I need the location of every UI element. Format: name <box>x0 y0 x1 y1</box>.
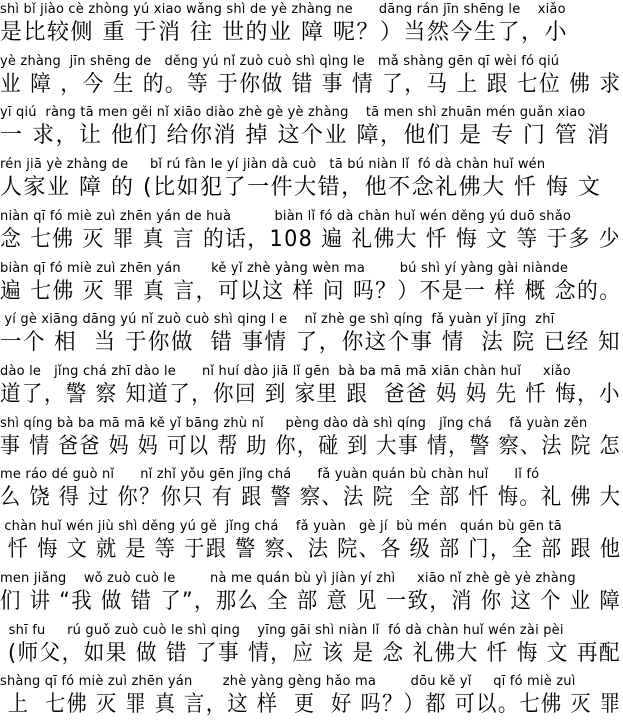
pinyin-text: niàn qī fó miè zuì zhēn yán de huà biàn lǐ fó dà chàn huǐ wén děng yú duō shǎo <box>0 208 572 224</box>
hanzi-text: 一个 相 当 于你做 错 事情 了，你这个事 情 法 院 已经 知 <box>0 330 621 356</box>
hanzi-text: 上 七佛 灭 罪 真 言，这 样 更 好 吗？）都 可以。七佛 灭 罪 <box>0 692 622 718</box>
pinyin-text: shì bǐ jiào cè zhòng yú xiao wǎng shì de yè zhàng ne dāng rán jīn shēng le xiǎo <box>0 2 566 17</box>
hanzi-text: 是比较侧 重 于消 往 世的业 障 呢？）当然今生了，小 <box>0 20 568 45</box>
pinyin-text: shì qíng bà ba mā mā kě yǐ bāng zhù nǐ pèng dào dà shì qíng jǐng chá fǎ yuàn zěn <box>0 415 588 431</box>
pinyin-text: chàn huǐ wén jiù shì děng yú gě jǐng chá fǎ yuàn gè jí bù mén quán bù gēn tā <box>0 519 562 535</box>
hanzi-text: 遍 七佛 灭 罪 真 言，可以这 样 问 吗？）不是一 样 概 念的。 <box>0 278 622 304</box>
pinyin-text: rén jiā yè zhàng de bǐ rú fàn le yí jiàn dà cuò tā bú niàn lǐ fó dà chàn huǐ wén <box>0 157 546 173</box>
hanzi-text: 人家业 障 的 (比如犯了一件大错，他不念礼佛大 忏 悔 文 <box>0 175 602 201</box>
hanzi-text: 道了，警 察 知道了，你回 到 家里 跟 爸爸 妈 妈 先 忏 悔，小 <box>0 382 621 407</box>
hanzi-text: 念 七佛 灭 罪 真 言 的话，108 遍 礼佛大 忏 悔 文 等 于多 少 <box>0 226 621 252</box>
hanzi-text: 忏 悔 文 就 是 等 于跟 警 察、法 院、各 级 部 门，全 部 跟 他 <box>0 537 622 563</box>
hanzi-text: 业 障 ，今 生 的。等 于你做 错 事 情 了，马 上 跟 七位 佛 求 <box>0 71 622 97</box>
hanzi-text: 们 讲 “我 做 错 了”，那么 全 部 意 见 一致，消 你 这 个 业 障 <box>0 588 622 614</box>
pinyin-text: me ráo dé guò nǐ nǐ zhǐ yǒu gēn jǐng chá fǎ yuàn quán bù chàn huǐ lǐ fó <box>0 467 540 483</box>
hanzi-text: (师父，如果 做 错 了事 情，应 该 是 念 礼佛大 忏 悔 文 再配 <box>0 640 621 666</box>
pinyin-text: shàng qī fó miè zuì zhēn yán zhè yàng gèng hǎo ma dōu kě yǐ qī fó miè zuì <box>0 674 576 690</box>
hanzi-text: 事 情 爸爸 妈 妈 可以 帮 助 你，碰 到 大事 情，警 察、法 院 怎 <box>0 433 621 459</box>
hanzi-text: 一 求，让 他们 给你消 掉 这个业 障，他们 是 专 门 管 消 <box>0 123 611 149</box>
hanzi-text: 么 饶 得 过 你？你只 有 跟 警 察、法 院 全 部 忏 悔。礼 佛 大 <box>0 485 622 511</box>
pinyin-text: yí gè xiāng dāng yú nǐ zuò cuò shì qing l e nǐ zhè ge shì qíng fǎ yuàn yǐ jīng zhī <box>0 312 555 328</box>
pinyin-text: dào le jǐng chá zhī dào le nǐ huí dào jiā lǐ gēn bà ba mā mā xiān chàn huǐ xiǎo <box>0 364 571 379</box>
pinyin-text: men jiǎng wǒ zuò cuò le nà me quán bù yì jiàn yí zhì xiāo nǐ zhè gè yè zhàng <box>0 570 576 586</box>
pinyin-text: biàn qī fó miè zuì zhēn yán kě yǐ zhè yàng wèn ma bú shì yí yàng gài niànde <box>0 260 569 276</box>
pinyin-text: yè zhàng jīn shēng de děng yú nǐ zuò cuò shì qìng le mǎ shàng gēn qī wèi fó qiú <box>0 53 560 69</box>
pinyin-text: yī qiú ràng tā men gěi nǐ xiāo diào zhè gè yè zhàng tā men shì zhuān mén guǎn xiao <box>0 105 586 121</box>
pinyin-text: shī fu rú guǒ zuò cuò le shì qing yīng gāi shì niàn lǐ fó dà chàn huǐ wén zài pèi <box>0 622 564 638</box>
